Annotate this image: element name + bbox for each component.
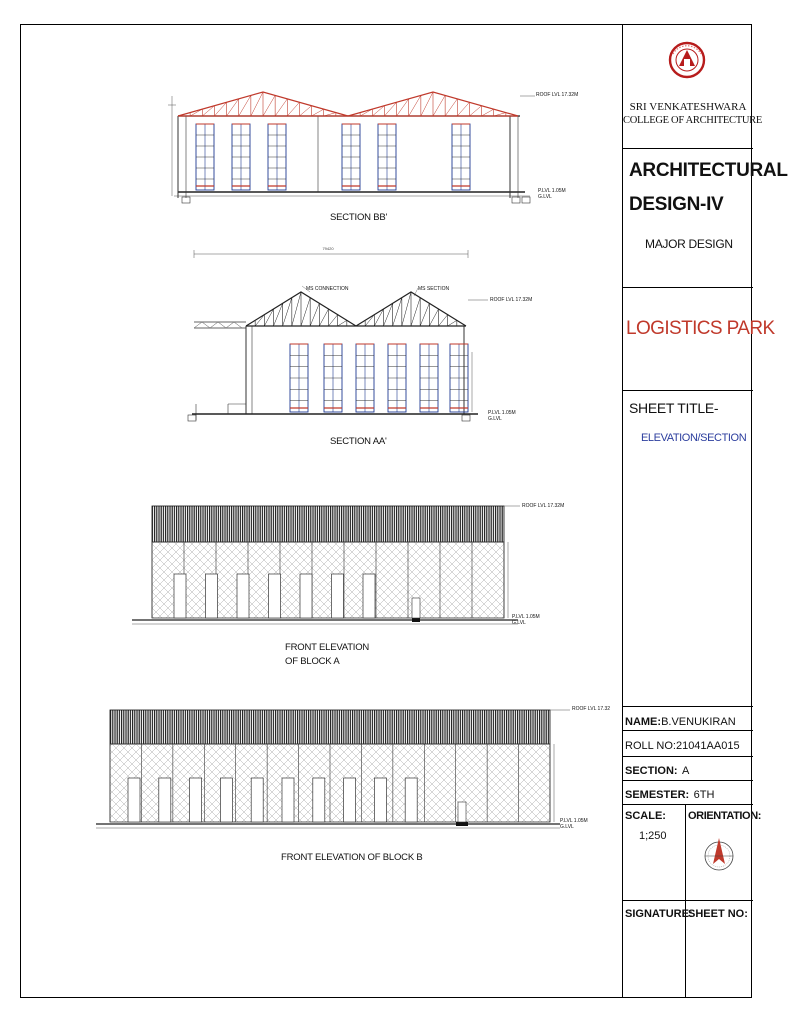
tb-divider — [623, 756, 753, 757]
section-bb-racks — [196, 124, 470, 190]
aa-roof-level: ROOF LVL 17.32M — [490, 297, 533, 303]
door — [282, 778, 294, 822]
door — [405, 778, 417, 822]
bb-plinth-level: P.LVL 1.05M — [538, 188, 566, 194]
block-a-elevation — [132, 506, 520, 624]
roll-label: ROLL NO: — [625, 740, 676, 752]
truss-web — [420, 303, 429, 326]
project-title: LOGISTICS PARK — [626, 318, 775, 339]
truss-web — [365, 315, 374, 326]
section-aa-racks — [290, 344, 468, 412]
truss-web — [338, 320, 347, 326]
truss-web — [310, 303, 319, 326]
truss-web — [411, 298, 420, 326]
block-b-ground-level: G.LVL — [560, 824, 574, 830]
section-aa-truss — [246, 292, 466, 326]
college-name-line2: COLLEGE OF ARCHITECTURE — [623, 115, 762, 126]
semester-row — [625, 785, 714, 803]
tb-column-divider — [685, 804, 686, 998]
subject-subtitle: MAJOR DESIGN — [645, 237, 733, 251]
door — [300, 574, 312, 618]
door — [220, 778, 232, 822]
truss-web — [469, 106, 481, 116]
truss-web — [287, 102, 299, 116]
truss-web — [448, 320, 457, 326]
block-b-caption: FRONT ELEVATION OF BLOCK B — [281, 852, 423, 863]
section-bb-truss — [178, 92, 518, 116]
aa-truss-label-2: MS SECTION — [418, 286, 450, 292]
section-aa-drawing — [188, 246, 488, 421]
truss-web — [299, 106, 311, 116]
title-block — [622, 24, 788, 998]
signature-label: SIGNATURE: — [625, 908, 693, 920]
truss-web — [275, 99, 287, 116]
subject-title-line2: DESIGN-IV — [629, 194, 724, 215]
section-bb-drawing — [168, 96, 535, 198]
door — [344, 778, 356, 822]
section-bb-footings — [182, 197, 530, 203]
section-label: SECTION: — [625, 765, 678, 777]
tb-divider — [623, 287, 753, 288]
section-aa-caption: SECTION AA' — [330, 436, 387, 447]
truss-web — [429, 309, 438, 326]
semester-label: SEMESTER: — [625, 789, 690, 801]
door — [251, 778, 263, 822]
door — [332, 574, 344, 618]
truss-web — [445, 99, 457, 116]
truss-web — [421, 92, 433, 116]
door — [159, 778, 171, 822]
truss-web — [251, 92, 263, 116]
tb-divider — [623, 804, 753, 805]
aa-ground-level: G.LVL — [488, 416, 502, 422]
bb-ground-level: G.LVL — [538, 194, 552, 200]
block-a-caption-line1: FRONT ELEVATION — [285, 642, 370, 653]
aa-truss-label-1: MS CONNECTION — [306, 286, 349, 292]
section-row — [625, 761, 689, 779]
sheet-title-value: ELEVATION/SECTION — [641, 432, 747, 444]
door — [374, 778, 386, 822]
name-row — [625, 712, 736, 730]
section-value: A — [682, 765, 690, 777]
door — [206, 574, 218, 618]
section-bb-caption: SECTION BB' — [330, 212, 388, 223]
truss-web — [433, 95, 445, 116]
truss-web — [439, 315, 448, 326]
tb-divider — [623, 730, 753, 731]
truss-web — [301, 298, 310, 326]
block-a-plinth-level: P.LVL 1.05M — [512, 614, 540, 620]
tb-divider — [623, 900, 753, 901]
door — [237, 574, 249, 618]
block-a-roof-level: ROOF LVL 17.32M — [522, 503, 565, 509]
name-value: B.VENUKIRAN — [661, 716, 736, 728]
tb-divider — [623, 390, 753, 391]
sheet-title-label: SHEET TITLE- — [629, 400, 719, 416]
door — [174, 574, 186, 618]
roll-row — [625, 736, 740, 754]
subject-title-line1: ARCHITECTURAL — [629, 160, 788, 181]
block-b-plinth-level: P.LVL 1.05M — [560, 818, 588, 824]
block-a-caption-line2: OF BLOCK A — [285, 656, 340, 667]
door — [363, 574, 375, 618]
truss-web — [255, 315, 264, 326]
tb-divider — [623, 148, 753, 149]
door — [269, 574, 281, 618]
scale-label: SCALE: — [625, 810, 666, 822]
truss-web — [482, 109, 494, 116]
orientation-label: ORIENTATION: — [688, 810, 762, 822]
svg-text:79420: 79420 — [322, 246, 334, 251]
bb-roof-level: ROOF LVL 17.32M — [536, 92, 579, 98]
semester-value: 6TH — [693, 789, 715, 801]
door — [128, 778, 140, 822]
door — [190, 778, 202, 822]
tb-divider — [623, 780, 753, 781]
sheet-no-label: SHEET NO: — [688, 908, 748, 920]
name-label: NAME: — [625, 716, 662, 728]
block-a-ground-level: G.LVL — [512, 620, 526, 626]
truss-web — [319, 309, 328, 326]
tb-divider — [623, 706, 753, 707]
college-logo — [667, 40, 707, 80]
scale-value: 1;250 — [639, 830, 667, 842]
north-arrow-icon — [701, 834, 737, 874]
aa-plinth-level: P.LVL 1.05M — [488, 410, 516, 416]
college-name-line1: SRI VENKATESHWARA — [629, 101, 747, 113]
door — [313, 778, 325, 822]
roll-value: 21041AA015 — [675, 740, 740, 752]
truss-web — [263, 95, 275, 116]
block-b-roof-level: ROOF LVL 17.32 — [572, 706, 611, 712]
drawing-area — [0, 60, 600, 960]
truss-web — [329, 315, 338, 326]
truss-web — [312, 109, 324, 116]
truss-web — [457, 102, 469, 116]
